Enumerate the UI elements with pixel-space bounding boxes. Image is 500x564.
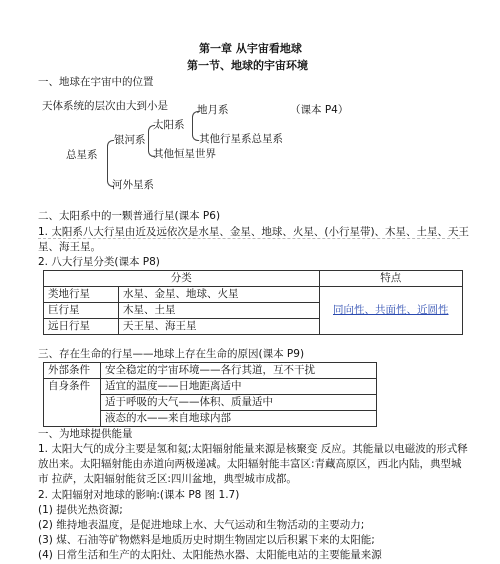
table-cell: 适于呼吸的大气——体积、质量适中 [101,395,377,411]
life-conditions-table [43,362,377,427]
s2-p2: 2. 八大行星分类(课本 P8) [38,256,160,268]
table-header-class: 分类 [44,271,320,287]
s4-item-4: (4) 日常生活和生产的太阳灶、太阳能热水器、太阳能电站的主要能量来源 [38,549,382,561]
label-ref-p4: （课本 P4） [290,104,349,116]
s4-item-1: (1) 提供光热资源; [38,504,123,516]
s4-p1b: 放出来。太阳辐射能由赤道向两极递减。太阳辐射能丰富区:青藏高原区，西北内陆，典型城 [38,458,462,470]
label-earth-moon: 地月系 [197,104,229,116]
label-other-galaxies: 河外星系 [112,179,154,191]
table-cell: 外部条件 [44,363,101,379]
divider [38,238,460,239]
s4-heading: 一、为地球提供能量 [38,428,133,440]
table-cell: 天王星、海王星 [119,319,320,335]
s4-item-3: (3) 煤、石油等矿物燃料是地质历史时期生物固定以后积累下来的太阳能; [38,534,375,546]
table-cell: 液态的水——来自地球内部 [101,411,377,427]
s1-intro: 天体系统的层次由大到小是 [42,100,168,112]
s4-p1c: 市 拉萨，太阳辐射能贫乏区:四川盆地，典型城市成都。 [38,473,297,485]
table-row [44,379,377,395]
label-solar: 太阳系 [153,119,185,131]
s4-p1a: 1. 太阳大气的成分主要是氢和氦;太阳辐射能量来源是核聚变 反应。其能量以电磁波的形式释 [38,443,468,455]
s4-p2: 2. 太阳辐射对地球的影响:(课本 P8 图 1.7) [38,489,240,501]
s2-heading: 二、太阳系中的一颗普通行星(课本 P6) [38,210,221,222]
section-title: 第一节、地球的宇宙环境 [187,59,308,72]
label-stars: 其他恒星世界 [153,148,216,160]
table-cell: 木星、土星 [119,303,320,319]
s3-heading: 三、存在生命的行星——地球上存在生命的原因(课本 P9) [38,348,305,360]
s2-p1a: 1. 太阳系八大行星由近及远依次是水星、金星、地球、火星、(小行星带)、木星、土星、天王 [38,226,470,238]
table-header-feature: 特点 [319,271,462,287]
table-row [44,363,377,379]
table-cell: 适宜的温度——日地距离适中 [101,379,377,395]
table-row [44,287,463,303]
s1-heading: 一、地球在宇宙中的位置 [38,76,154,88]
table-cell: 类地行星 [44,287,119,303]
table-cell: 安全稳定的宇宙环境——各行其道，互不干扰 [101,363,377,379]
label-planets: 其他行星系总星系 [199,133,283,145]
chapter-title: 第一章 从宇宙看地球 [199,42,302,55]
table-cell: 水星、金星、地球、火星 [119,287,320,303]
brace-solar [192,111,199,141]
s2-p1b: 星、海王星。 [38,241,101,253]
table-cell: 自身条件 [44,379,101,427]
table-cell: 巨行星 [44,303,119,319]
label-milky-way: 银河系 [114,134,146,146]
planet-classification-table [43,270,463,335]
label-total: 总星系 [66,149,98,161]
table-cell: 远日行星 [44,319,119,335]
feature-cell: 同向性、共面性、近圆性 [319,287,462,335]
s4-item-2: (2) 维持地表温度，是促进地球上水、大气运动和生物活动的主要动力; [38,519,365,531]
